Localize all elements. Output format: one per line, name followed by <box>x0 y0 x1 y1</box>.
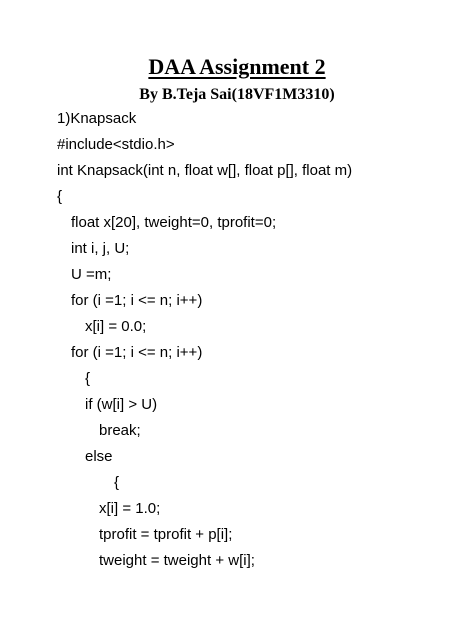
code-line: for (i =1; i <= n; i++) <box>71 344 203 361</box>
code-line: if (w[i] > U) <box>85 396 158 413</box>
code-line: int Knapsack(int n, float w[], float p[], float m) <box>57 162 353 179</box>
code-line: for (i =1; i <= n; i++) <box>71 292 203 309</box>
code-line: break; <box>99 422 141 439</box>
code-line: x[i] = 1.0; <box>99 500 161 517</box>
code-line: tprofit = tprofit + p[i]; <box>99 526 233 543</box>
code-line: int i, j, U; <box>71 240 130 257</box>
code-line: else <box>85 448 113 465</box>
document-subtitle: By B.Teja Sai(18VF1M3310) <box>139 86 335 103</box>
code-line: { <box>57 188 63 205</box>
code-line: { <box>114 474 120 491</box>
code-line: #include<stdio.h> <box>57 136 175 153</box>
document-title: DAA Assignment 2 <box>148 54 326 79</box>
code-line: 1)Knapsack <box>57 110 137 127</box>
code-line: float x[20], tweight=0, tprofit=0; <box>71 214 277 231</box>
code-line: { <box>85 370 91 387</box>
code-line: x[i] = 0.0; <box>85 318 147 335</box>
code-line: tweight = tweight + w[i]; <box>99 552 255 569</box>
code-line: U =m; <box>71 266 112 283</box>
